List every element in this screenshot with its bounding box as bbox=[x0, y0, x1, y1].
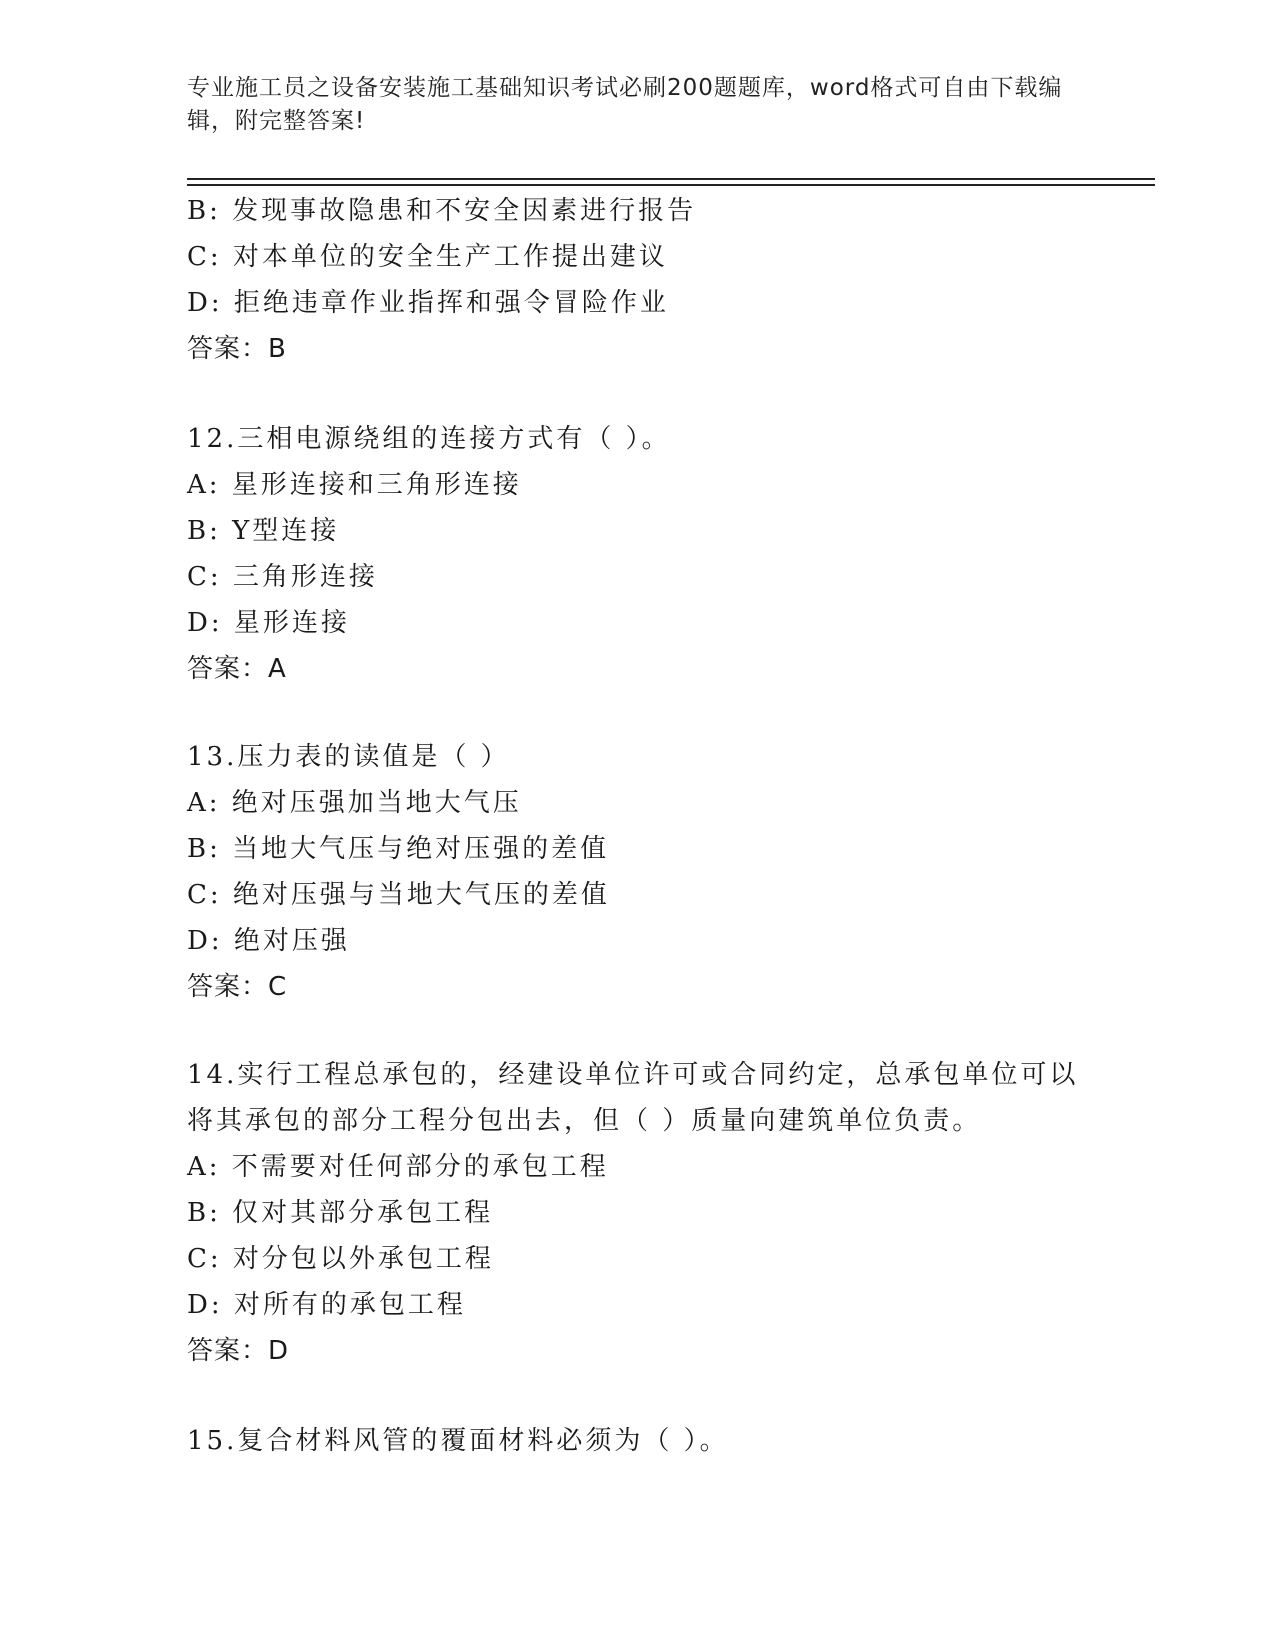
option-a: A: 不需要对任何部分的承包工程 bbox=[187, 1152, 609, 1182]
question-block-13 bbox=[187, 734, 1107, 1010]
document-header bbox=[187, 72, 1087, 138]
option-c: C: 绝对压强与当地大气压的差值 bbox=[187, 880, 610, 910]
question-block-14 bbox=[187, 1052, 1107, 1374]
question-text: 15.复合材料风管的覆面材料必须为（ ）。 bbox=[187, 1426, 729, 1456]
header-divider-bottom bbox=[187, 184, 1155, 186]
option-d: D: 拒绝违章作业指挥和强令冒险作业 bbox=[187, 288, 669, 318]
option-b: B: Y型连接 bbox=[187, 516, 340, 546]
option-c: C: 对分包以外承包工程 bbox=[187, 1244, 494, 1274]
spacer bbox=[187, 1010, 1107, 1052]
question-text: 13.压力表的读值是（ ） bbox=[187, 742, 510, 772]
spacer bbox=[187, 372, 1107, 416]
option-d: D: 绝对压强 bbox=[187, 926, 350, 956]
spacer bbox=[187, 1374, 1107, 1418]
document-title: 专业施工员之设备安装施工基础知识考试必刷200题题库，word格式可自由下载编辑，附完整答案! bbox=[187, 75, 1063, 134]
answer-label: 答案：A bbox=[187, 654, 287, 684]
option-b: B: 发现事故隐患和不安全因素进行报告 bbox=[187, 196, 697, 226]
option-b: B: 当地大气压与绝对压强的差值 bbox=[187, 834, 610, 864]
option-a: A: 星形连接和三角形连接 bbox=[187, 470, 522, 500]
question-list bbox=[187, 188, 1107, 1464]
spacer bbox=[187, 692, 1107, 734]
question-block-12 bbox=[187, 416, 1107, 692]
option-d: D: 对所有的承包工程 bbox=[187, 1290, 466, 1320]
question-text: 12.三相电源绕组的连接方式有（ ）。 bbox=[187, 424, 671, 454]
answer-label: 答案：C bbox=[187, 972, 288, 1002]
header-divider-top bbox=[187, 178, 1155, 180]
question-text: 14.实行工程总承包的，经建设单位许可或合同约定，总承包单位可以将其承包的部分工程分包出去，但（ ）质量向建筑单位负责。 bbox=[187, 1060, 1079, 1136]
option-c: C: 三角形连接 bbox=[187, 562, 378, 592]
option-a: A: 绝对压强加当地大气压 bbox=[187, 788, 522, 818]
option-d: D: 星形连接 bbox=[187, 608, 350, 638]
question-block-15 bbox=[187, 1418, 1107, 1464]
question-block-11-partial bbox=[187, 188, 1107, 372]
answer-label: 答案：D bbox=[187, 1336, 290, 1366]
option-b: B: 仅对其部分承包工程 bbox=[187, 1198, 494, 1228]
answer-label: 答案：B bbox=[187, 334, 287, 364]
option-c: C: 对本单位的安全生产工作提出建议 bbox=[187, 242, 668, 272]
